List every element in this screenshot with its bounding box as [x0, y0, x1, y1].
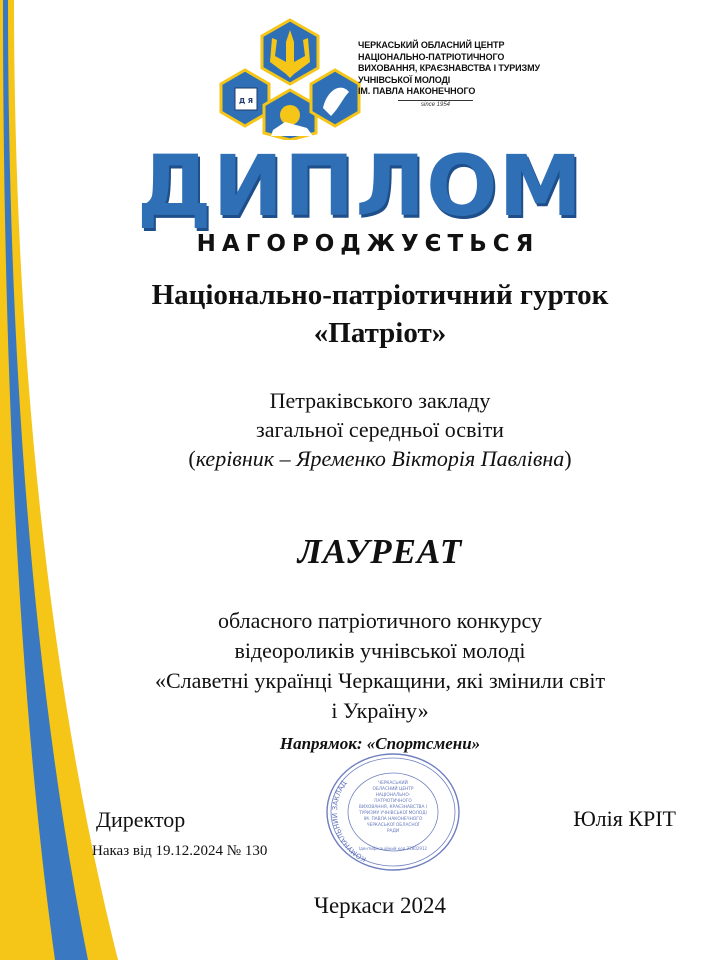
diploma-title: ДИПЛОМ	[136, 137, 584, 235]
direction-label: Напрямок: «Спортсмени»	[279, 734, 481, 753]
organization-line: УЧНІВСЬКОЇ МОЛОДІ	[358, 74, 451, 85]
recipient	[40, 276, 720, 352]
stamp-line: ТУРИЗМУ УЧНІВСЬКОЇ МОЛОДІ	[359, 811, 427, 816]
stamp-line: ЧЕРКАСЬКИЙ	[378, 781, 408, 786]
contest-line: «Славетні українці Черкащини, які змінили світ	[154, 668, 606, 693]
official-stamp	[318, 752, 468, 872]
organization-line: НАЦІОНАЛЬНО-ПАТРІОТИЧНОГО	[358, 51, 505, 62]
signer-name: Юлія КРІТ	[573, 806, 676, 831]
stamp-line: ВИХОВАННЯ, КРАЄЗНАВСТВА І	[358, 805, 428, 810]
recipient-line: «Патріот»	[313, 317, 447, 349]
stamp-line: ОБЛАСНИЙ ЦЕНТР	[372, 787, 414, 792]
contest-line: і Україну»	[331, 698, 429, 723]
school-line: загальної середньої освіти	[256, 417, 504, 442]
leader-name: керівник – Яременко Вікторія Павлівна	[195, 446, 565, 471]
organization-line: ЧЕРКАСЬКИЙ ОБЛАСНИЙ ЦЕНТР	[358, 40, 505, 50]
contest-line: обласного патріотичного конкурсу	[218, 608, 542, 633]
stamp-code: Ідентифікаційний код 22802912	[358, 846, 428, 851]
stamp-line: ЧЕРКАСЬКОЇ ОБЛАСНОЇ	[366, 823, 420, 828]
stamp-line: РАДИ	[386, 829, 400, 834]
award-title: ЛАУРЕАТ	[297, 532, 463, 571]
school-line: Петраківського закладу	[269, 388, 491, 413]
since-label: since 1954	[398, 100, 473, 108]
director-label: Директор	[96, 807, 186, 832]
organization-line: ІМ. ПАВЛА НАКОНЕЧНОГО	[358, 86, 476, 96]
contest-info	[40, 606, 720, 726]
organization-name	[358, 40, 558, 98]
stamp-line: ІМ. ПАВЛА НАКОНЕЧНОГО	[363, 817, 423, 822]
recipient-line: Національно-патріотичний гурток	[151, 279, 609, 311]
stamp-line: НАЦІОНАЛЬНО-	[375, 793, 411, 798]
awarded-label: НАГОРОДЖУЄТЬСЯ	[196, 231, 540, 257]
school-leader	[40, 444, 720, 473]
organization-line: ВИХОВАННЯ, КРАЄЗНАВСТВА І ТУРИЗМУ	[358, 63, 540, 73]
paren-close: )	[564, 446, 572, 471]
order-reference: Наказ від 19.12.2024 № 130	[92, 843, 268, 859]
school-info	[40, 386, 720, 473]
paren-open: (	[188, 446, 196, 471]
city-year: Черкаси 2024	[314, 893, 446, 918]
contest-line: відеороликів учнівської молоді	[234, 638, 526, 663]
stamp-outer-text: КОМУНАЛЬНИЙ ЗАКЛАД	[331, 779, 368, 864]
stamp-line: ПАТРІОТИЧНОГО	[374, 799, 412, 804]
svg-text:Д Я: Д Я	[238, 97, 254, 105]
